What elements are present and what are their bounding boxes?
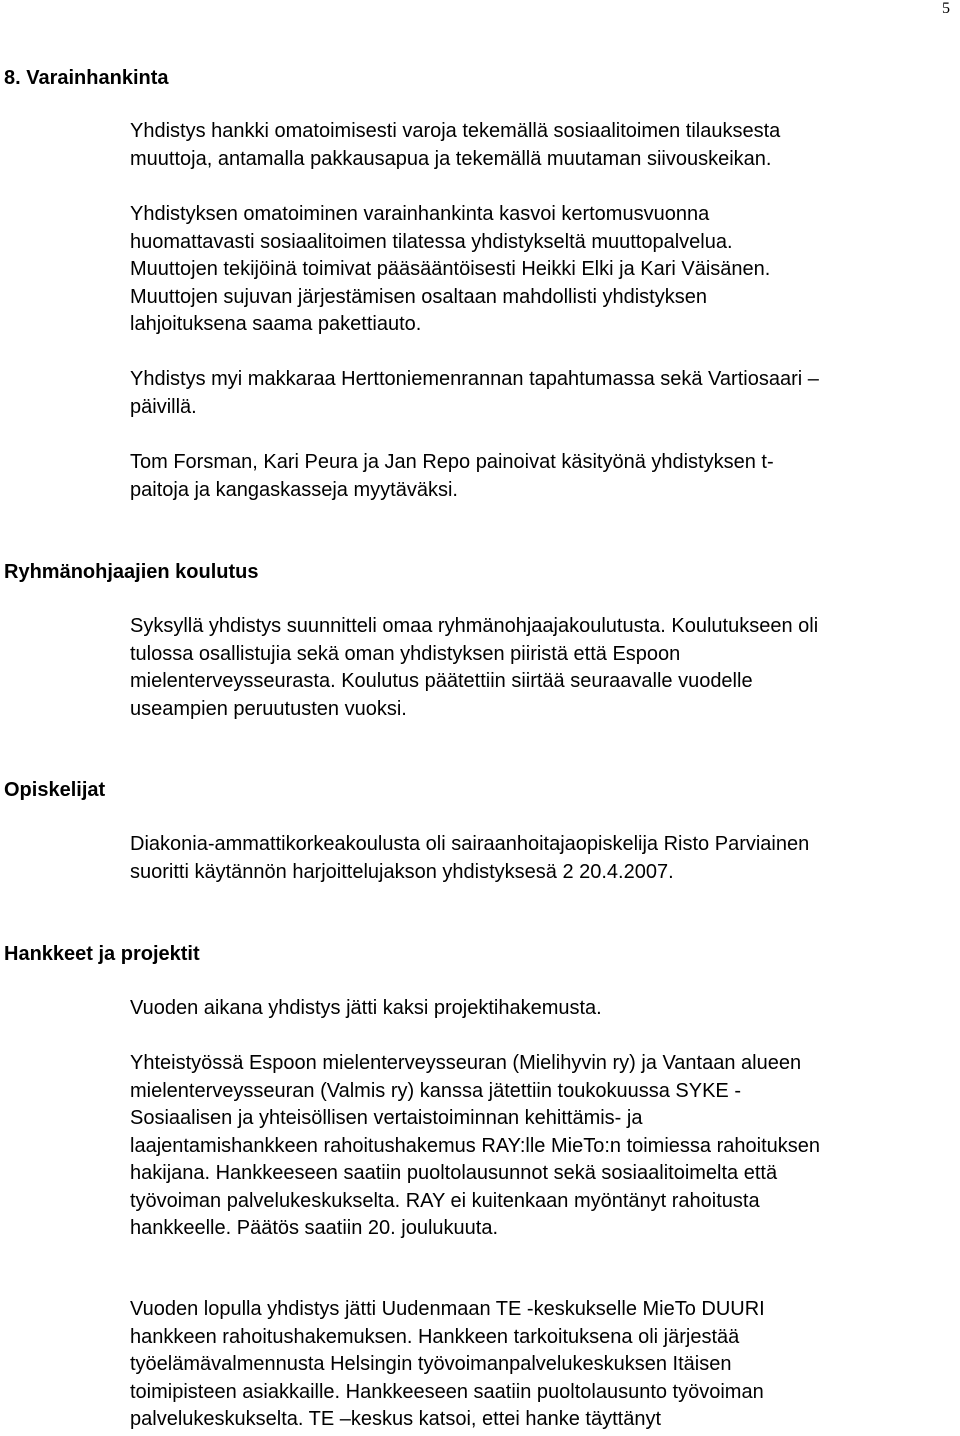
text-line: mielenterveysseurasta. Koulutus päätettiin siirtää seuraavalle vuodelle [130,670,753,692]
text-line: Yhdistys myi makkaraa Herttoniemenrannan tapahtumassa sekä Vartiosaari – [130,368,819,390]
text-line: tulossa osallistujia sekä oman yhdistyksen piiristä että Espoon [130,642,681,665]
text-line: huomattavasti sosiaalitoimen tilatessa yhdistykseltä muuttopalvelua. [130,230,733,253]
paragraph-opiskelijat-1 [130,831,955,886]
text-line: suoritti käytännön harjoittelujakson yhdistyksesä 2 20.4.2007. [130,860,674,883]
section-title-hankkeet-ja-projektit: Hankkeet ja projektit [4,943,200,965]
text-line: Vuoden lopulla yhdistys jätti Uudenmaan TE -keskukselle MieTo DUURI [130,1298,765,1320]
paragraph-hankkeet-3 [130,1296,955,1434]
paragraph-varainhankinta-1 [130,118,955,173]
text-line: laajentamishankkeen rahoitushakemus RAY:lle MieTo:n toimiessa rahoituksen [130,1134,820,1157]
text-line: Muuttojen sujuvan järjestämisen osaltaan mahdollisti yhdistyksen [130,285,707,308]
text-line: paitoja ja kangaskasseja myytäväksi. [130,478,458,501]
text-line: Yhteistyössä Espoon mielenterveysseuran (Mielihyvin ry) ja Vantaan alueen [130,1052,802,1074]
paragraph-hankkeet-2 [130,1050,955,1243]
text-line: Syksyllä yhdistys suunnitteli omaa ryhmänohjaajakoulutusta. Koulutukseen oli [130,615,819,637]
text-line: hankkeelle. Päätös saatiin 20. joulukuuta. [130,1217,499,1239]
paragraph-hankkeet-1 [130,995,955,1023]
paragraph-varainhankinta-2 [130,201,955,339]
page-number: 5 [942,0,950,17]
text-line: päivillä. [130,395,197,418]
section-title-opiskelijat: Opiskelijat [4,779,106,801]
text-line: työelämävalmennusta Helsingin työvoimanpalvelukeskuksen Itäisen [130,1353,732,1375]
text-line: Yhdistyksen omatoiminen varainhankinta kasvoi kertomusvuonna [130,203,710,225]
text-line: Muuttojen tekijöinä toimivat pääsääntöisesti Heikki Elki ja Kari Väisänen. [130,258,771,280]
text-line: hakijana. Hankkeeseen saatiin puoltolausunnot sekä sosiaalitoimelta että [130,1162,778,1184]
text-line: Tom Forsman, Kari Peura ja Jan Repo painoivat käsityönä yhdistyksen t- [130,451,774,473]
section-title-varainhankinta: 8. Varainhankinta [4,67,169,89]
text-line: Diakonia-ammattikorkeakoulusta oli sairaanhoitajaopiskelija Risto Parviainen [130,833,810,855]
text-line: hankkeen rahoitushakemuksen. Hankkeen tarkoituksena oli järjestää [130,1325,740,1348]
text-line: useampien peruutusten vuoksi. [130,697,407,720]
text-line: työvoiman palvelukeskukselta. RAY ei kuitenkaan myöntänyt rahoitusta [130,1189,760,1212]
text-line: muuttoja, antamalla pakkausapua ja tekemällä muutaman siivouskeikan. [130,147,772,170]
text-line: Yhdistys hankki omatoimisesti varoja tekemällä sosiaalitoimen tilauksesta [130,120,781,142]
paragraph-varainhankinta-3 [130,366,955,421]
text-line: toimipisteen asiakkaille. Hankkeeseen saatiin puoltolausunto työvoiman [130,1380,764,1403]
paragraph-ryhmanohjaajien-1 [130,613,955,723]
text-line: Sosiaalisen ja yhteisöllisen vertaistoiminnan kehittämis- ja [130,1107,643,1129]
section-title-ryhmanohjaajien-koulutus: Ryhmänohjaajien koulutus [4,561,259,583]
text-line: Vuoden aikana yhdistys jätti kaksi projektihakemusta. [130,997,602,1019]
text-line: palvelukeskukselta. TE –keskus katsoi, ettei hanke täyttänyt [130,1408,662,1430]
paragraph-varainhankinta-4 [130,449,955,504]
text-line: lahjoituksena saama pakettiauto. [130,313,422,335]
text-line: mielenterveysseuran (Valmis ry) kanssa jätettiin toukokuussa SYKE - [130,1079,741,1102]
